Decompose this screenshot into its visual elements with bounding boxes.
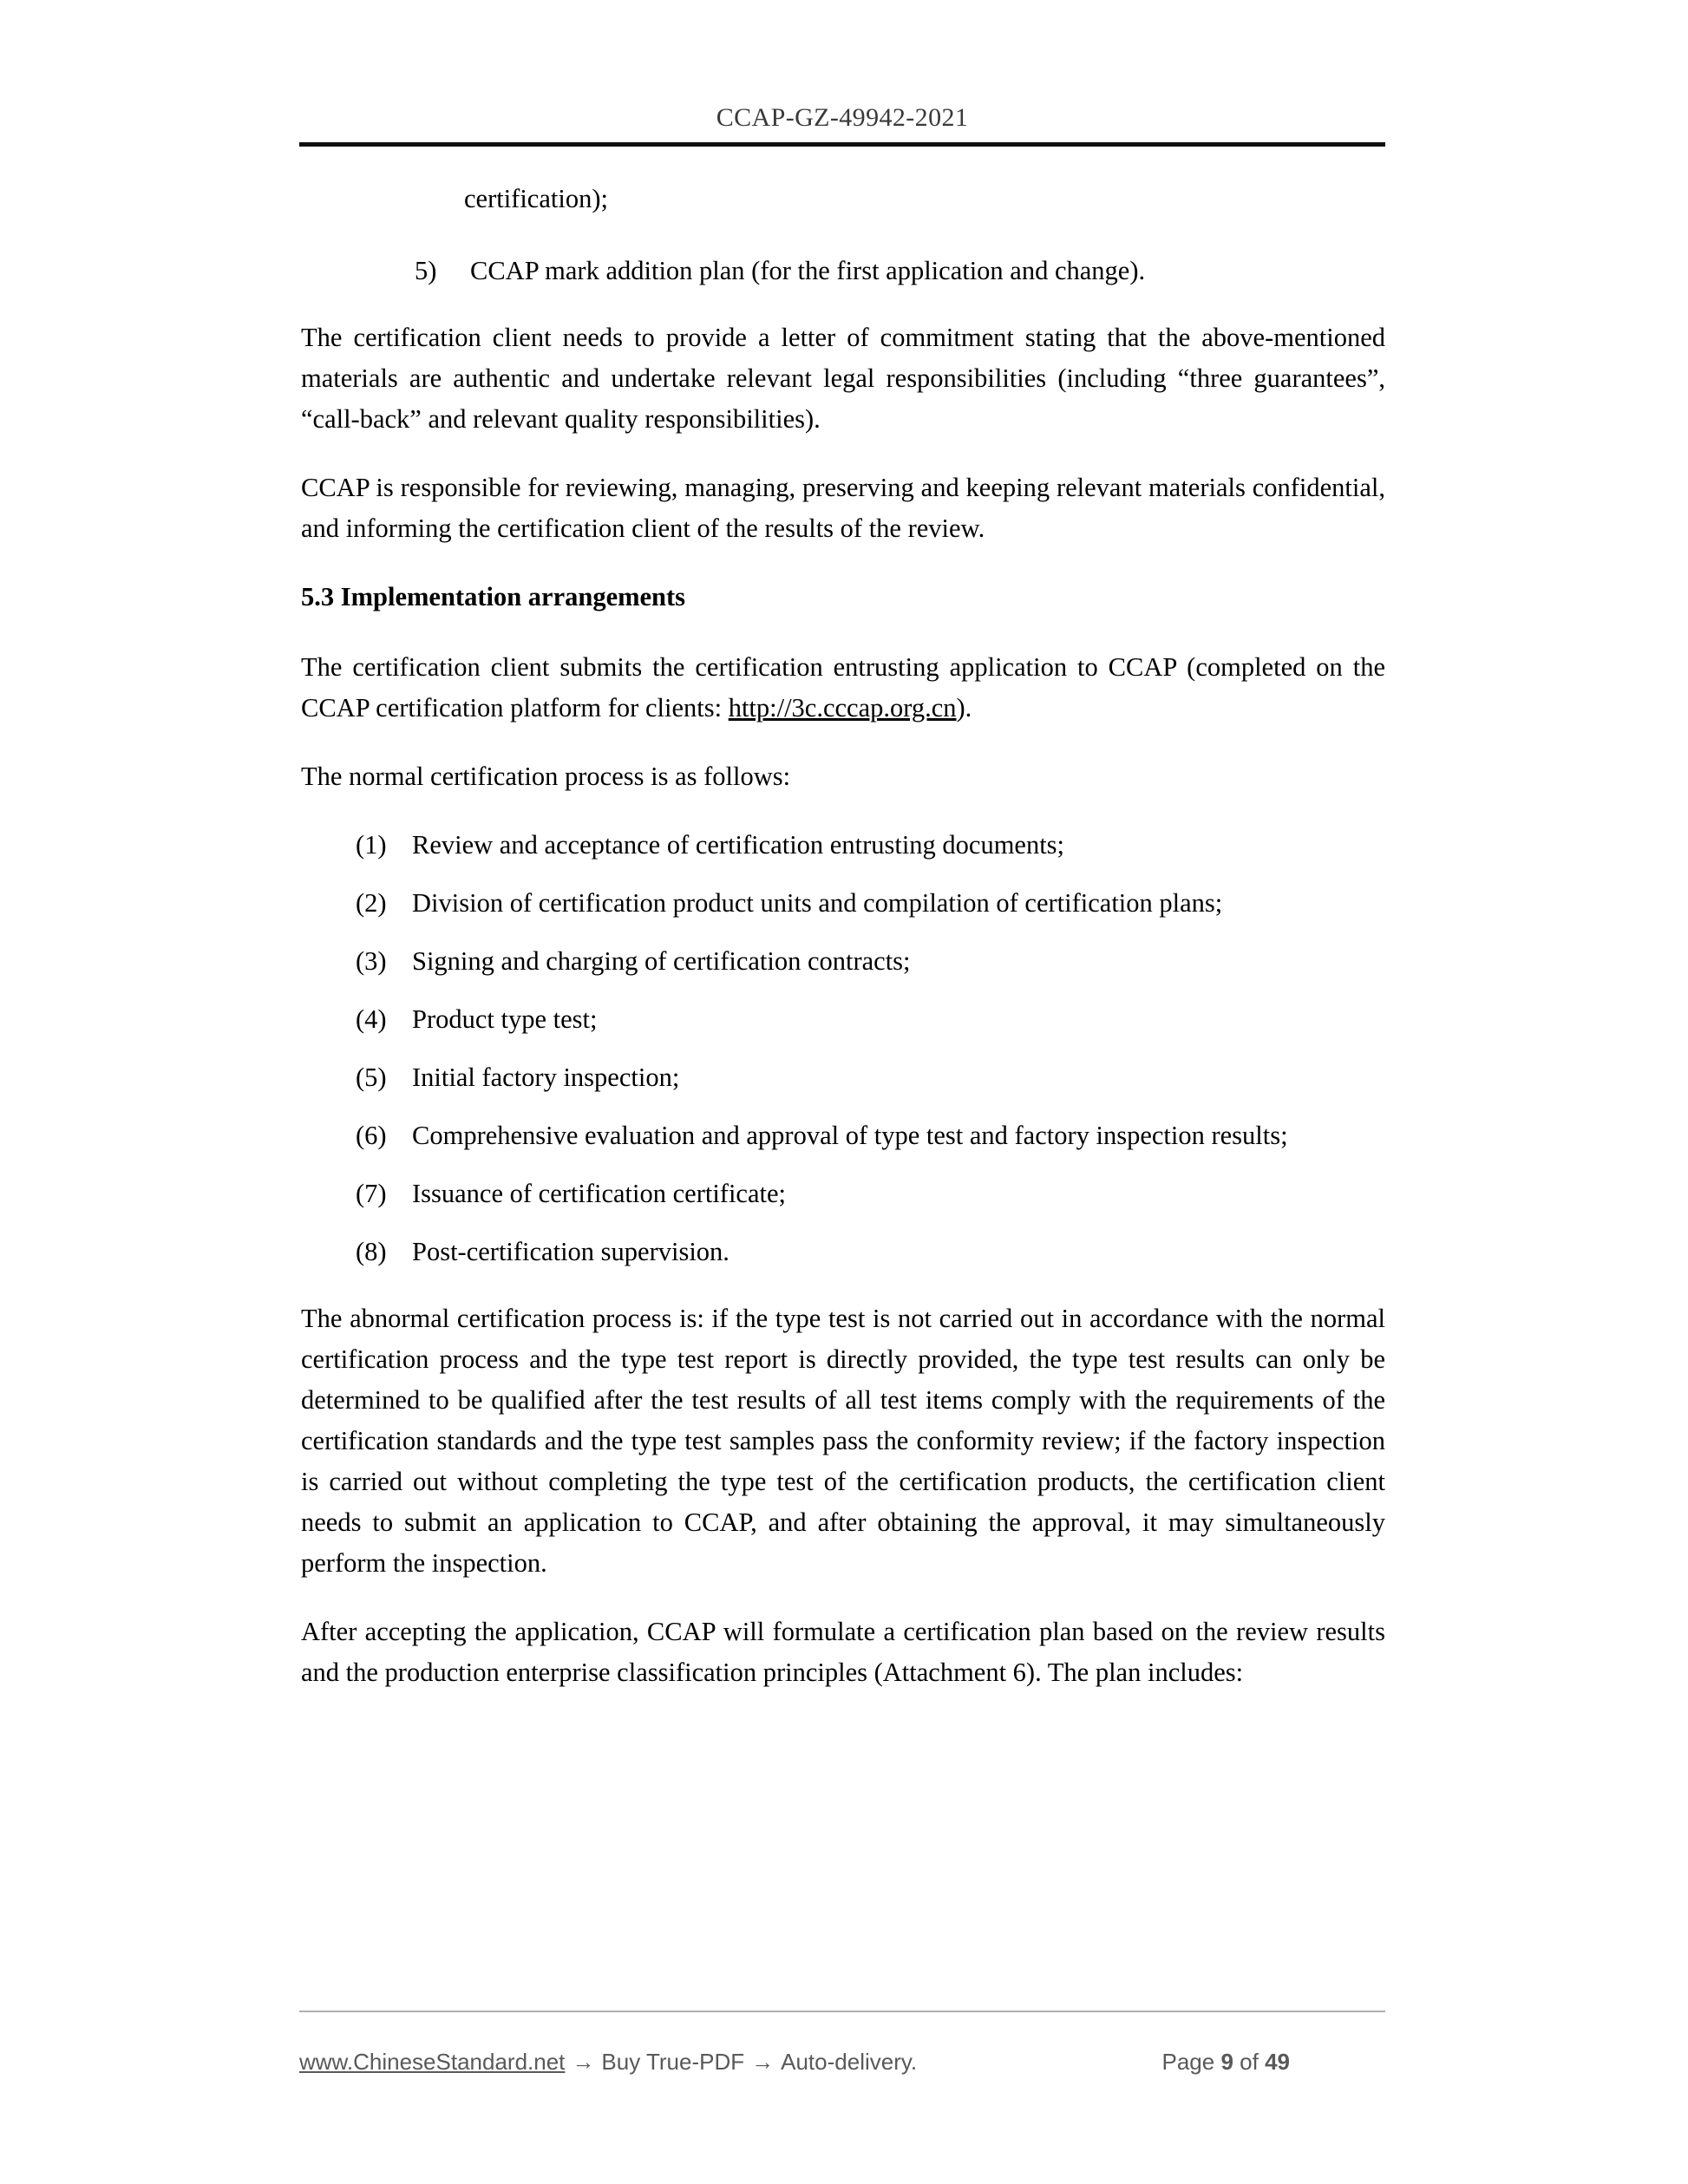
page-header — [299, 102, 1385, 147]
list-item-label: Review and acceptance of certification entrusting documents; — [412, 830, 1065, 860]
list-item-label: Division of certification product units and compilation of certification plans; — [412, 888, 1223, 918]
list-item-marker: (4) — [356, 1004, 387, 1034]
arrow-right-icon-2: → — [751, 2049, 775, 2075]
list-item — [301, 883, 1385, 924]
footer-content — [299, 2049, 1385, 2076]
list-item-label: Signing and charging of certification contracts; — [412, 946, 911, 976]
of-label: of — [1240, 2049, 1259, 2075]
footer-promo — [299, 2049, 917, 2076]
total-pages: 49 — [1265, 2049, 1290, 2075]
page-number: 9 — [1220, 2049, 1233, 2075]
page-footer — [299, 2011, 1385, 2076]
list-item-label: Post-certification supervision. — [412, 1237, 730, 1266]
list-item-marker: (5) — [356, 1063, 387, 1092]
list-item — [301, 999, 1385, 1040]
paragraph-submit-application — [301, 647, 1385, 729]
paragraph-abnormal-process: The abnormal certification process is: if the type test is not carried out in accordance with the normal certification process and the type test report is directly provided, the type test results can only be determined to be qualified after the test results of all test items comply with the requirements of the certification standards and the type test samples pass the conformity review; if the factory inspection is carried out without completing the type test of the certification products, the certification client needs to submit an application to CCAP, and after obtaining the approval, it may simultaneously perform the inspection. — [301, 1304, 1385, 1578]
header-divider — [299, 142, 1385, 147]
section-heading-5-3: 5.3 Implementation arrangements — [301, 582, 686, 611]
list-item-label: Product type test; — [412, 1004, 598, 1034]
list-item-marker: (1) — [356, 830, 387, 860]
list-item-marker: (7) — [356, 1179, 387, 1208]
list-item — [301, 251, 1385, 291]
list-item — [301, 1057, 1385, 1098]
list-item — [301, 1232, 1385, 1272]
list-item-marker: (8) — [356, 1237, 387, 1266]
footer-divider — [299, 2011, 1385, 2012]
list-item-label: Initial factory inspection; — [412, 1063, 680, 1092]
list-item-label: Comprehensive evaluation and approval of type test and factory inspection results; — [412, 1121, 1288, 1150]
paragraph-after-accepting: After accepting the application, CCAP will formulate a certification plan based on the review results and the production enterprise classification principles (Attachment 6). The plan includes: — [301, 1617, 1385, 1687]
list-item — [301, 941, 1385, 982]
document-standard-number: CCAP-GZ-49942-2021 — [716, 103, 969, 132]
list-item — [301, 1174, 1385, 1214]
paragraph-submit-prefix: The certification client submits the certification entrusting application to CCAP (completed on the CCAP certification platform for clients: — [301, 652, 1385, 723]
list-item — [301, 1115, 1385, 1156]
arrow-right-icon: → — [572, 2049, 595, 2075]
sub-item-list — [301, 251, 1385, 291]
list-item — [301, 825, 1385, 866]
list-item-marker: (2) — [356, 888, 387, 918]
list-item-marker: (3) — [356, 946, 387, 976]
page-label: Page — [1161, 2049, 1215, 2075]
certification-process-list — [301, 825, 1385, 1272]
ccap-platform-link[interactable]: http://3c.cccap.org.cn — [728, 693, 957, 723]
document-body — [301, 179, 1385, 1693]
list-item-label: CCAP mark addition plan (for the first application and change). — [470, 256, 1146, 285]
list-item-marker: 5) — [415, 256, 437, 285]
paragraph-letter-of-commitment: The certification client needs to provide a letter of commitment stating that the above-mentioned materials are authentic and undertake relevant legal responsibilities (including “three guarantees”, “call-back” and relevant quality responsibilities). — [301, 323, 1385, 434]
list-item-label: Issuance of certification certificate; — [412, 1179, 786, 1208]
chinesestandard-site-link[interactable]: www.ChineseStandard.net — [299, 2049, 566, 2075]
continued-list-item-text: certification); — [464, 184, 608, 213]
paragraph-normal-process-intro: The normal certification process is as follows: — [301, 762, 791, 791]
paragraph-ccap-responsibilities: CCAP is responsible for reviewing, managing, preserving and keeping relevant materials confidential, and informing the certification client of the results of the review. — [301, 473, 1385, 543]
list-item-marker: (6) — [356, 1121, 387, 1150]
footer-delivery-text: Auto-delivery. — [781, 2049, 918, 2075]
page-indicator — [1161, 2049, 1385, 2076]
paragraph-submit-suffix: ). — [956, 693, 972, 723]
footer-buy-text: Buy True-PDF — [601, 2049, 745, 2075]
